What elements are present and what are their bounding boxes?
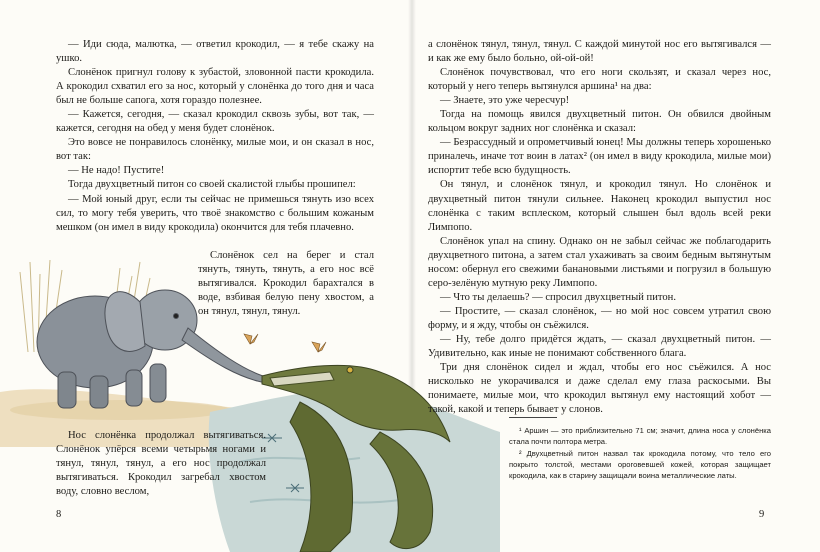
right-page-text: [428, 38, 771, 417]
footnote: ¹ Аршин — это приблизительно 71 см; значит, длина носа у слонёнка стала почти полтора метра.: [509, 426, 771, 446]
paragraph: — Не надо! Пустите!: [68, 165, 165, 177]
left-page-text-bottom: [56, 429, 266, 499]
page-number-right: 9: [759, 509, 765, 520]
paragraph: Слонёнок пригнул голову к зубастой, зловонной пасти крокодила. А крокодил схватил его за нос, который у слонёнка до того дня и часа был не больше сапога, хотя гораздо полезнее.: [56, 67, 374, 107]
paragraph: Нос слонёнка продолжал вытягиваться. Слонёнок упёрся всеми четырьмя ногами и тянул, тянул, тянул, а его нос продолжал вытягиваться. Крокодил загребал хвостом воду, словно веслом,: [56, 430, 266, 498]
paragraph: — Ну, тебе долго придётся ждать, — сказал двухцветный питон. — Удивительно, как иные не понимают собственного блага.: [428, 333, 771, 360]
paragraph: — Знаете, это уже чересчур!: [440, 95, 570, 107]
paragraph: Три дня слонёнок сидел и ждал, чтобы его нос съёжился. А нос нисколько не укорачивался и даже сделал ему глаза раскосыми. Вы понимаете, милые мои, что крокодил вытянул ему настоящий хобот — такой, какой и теперь бывает у слонов.: [428, 362, 771, 416]
paragraph: Слонёнок почувствовал, что его ноги скользят, и сказал через нос, который у него теперь вытянулся аршина¹ на два:: [428, 67, 771, 93]
paragraph: Тогда на помощь явился двухцветный питон. Он обвился двойным кольцом вокруг задних ног слонёнка и сказал:: [428, 109, 771, 135]
left-page-text-top: [56, 38, 374, 235]
left-page-text-middle: [198, 249, 374, 319]
footnote-divider: [509, 417, 557, 418]
footnotes: [509, 425, 771, 482]
paragraph: — Мой юный друг, если ты сейчас не примешься тянуть изо всех сил, то могу тебя уверить, что твоё знакомство с большим кожаным мешком (он имел в виду крокодила) окончится для тебя плачевно.: [56, 193, 374, 233]
paragraph: — Что ты делаешь? — спросил двухцветный питон.: [440, 291, 676, 303]
butterflies: [244, 334, 326, 352]
paragraph: — Безрассудный и опрометчивый юнец! Мы должны теперь хорошенько приналечь, иначе тот воин в латах² (он имел в виду крокодила, милые мои) испортит тебе всю будущность.: [428, 137, 771, 177]
paragraph: — Кажется, сегодня, — сказал крокодил сквозь зубы, вот так, — кажется, сегодня на обед у меня будет слонёнок.: [56, 109, 374, 135]
paragraph: — Простите, — сказал слонёнок, — но мой нос совсем утратил свою форму, и я жду, чтобы он съёжился.: [428, 305, 771, 331]
paragraph: Тогда двухцветный питон со своей скалистой глыбы прошипел:: [68, 179, 356, 191]
paragraph: Он тянул, и слонёнок тянул, и крокодил тянул. Но слонёнок и двухцветный питон тянули сильнее. Наконец крокодил выпустил нос слонёнка с таким всплеском, который слышен был вдоль всей реки Лимпопо.: [428, 179, 771, 233]
paragraph: Слонёнок сел на берег и стал тянуть, тянуть, тянуть, а его нос всё вытягивался. Крокодил барахтался в воде, взбивая белую пену хвостом, а он тянул, тянул, тянул.: [198, 250, 374, 318]
paragraph: — Иди сюда, малютка, — ответил крокодил, — я тебе скажу на ушко.: [56, 39, 374, 65]
paragraph: Слонёнок упал на спину. Однако он не забыл сейчас же поблагодарить двухцветного питона, а затем стал ухаживать за своим бедным вытянутым носом: обернул его свежими банановыми листьями и погрузил в большую серо-зелёную мутную реку Лимпопо.: [428, 235, 771, 289]
footnote: ² Двухцветный питон назвал так крокодила потому, что тело его покрыто толстой, местами ороговевшей кожей, которая защищает крокодила, как в старину защищали воина металлические латы.: [509, 449, 771, 480]
paragraph: Это вовсе не понравилось слонёнку, милые мои, и он сказал в нос, вот так:: [56, 137, 374, 163]
page-number-left: 8: [56, 509, 62, 520]
paragraph: а слонёнок тянул, тянул, тянул. С каждой минутой нос его вытягивался — и как же ему было больно, ой-ой-ой!: [428, 39, 771, 65]
